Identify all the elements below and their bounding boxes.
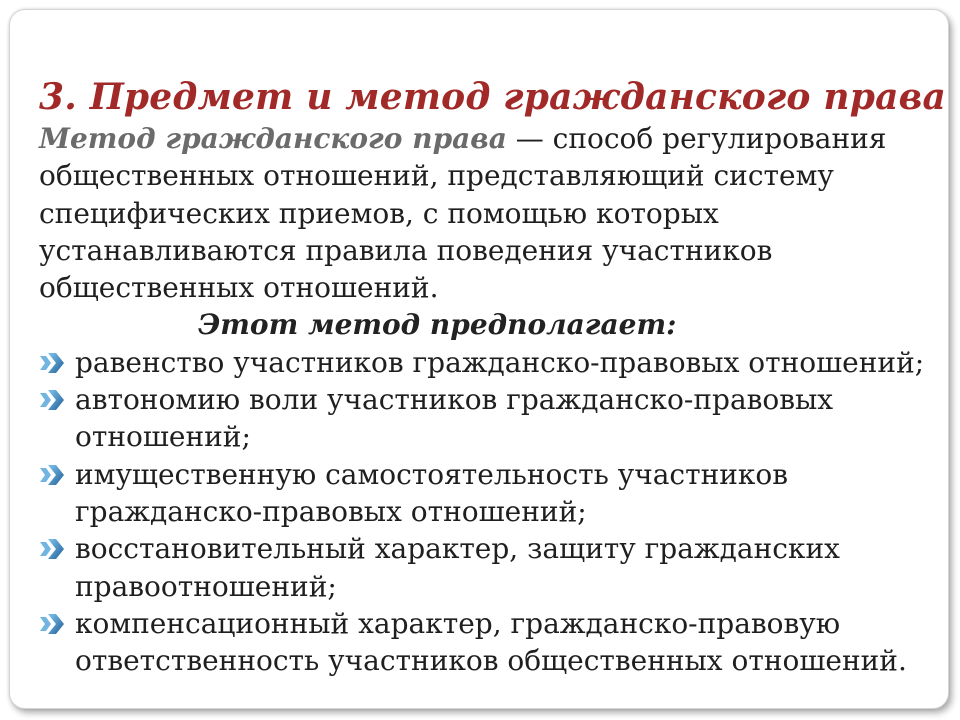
definition-term: Метод гражданского права xyxy=(39,122,507,155)
method-subheading: Этот метод предполагает: xyxy=(198,308,677,342)
definition-line: специфических приемов, с помощью которых xyxy=(39,196,719,230)
list-item-line: отношений; xyxy=(75,420,251,454)
blue-arrow-icon xyxy=(39,611,67,637)
definition-line: устанавливаются правила поведения участников xyxy=(39,233,773,267)
list-item-line: равенство участников гражданско-правовых отношений; xyxy=(75,345,925,379)
list-item-line: восстановительный характер, защиту гражданских xyxy=(75,532,840,566)
list-item-line: имущественную самостоятельность участников xyxy=(75,457,789,491)
list-item xyxy=(39,456,944,531)
blue-arrow-icon xyxy=(39,536,67,562)
slide-frame xyxy=(9,9,949,709)
list-item-line: гражданско-правовых отношений; xyxy=(75,494,587,528)
definition-line: общественных отношений, представляющий систему xyxy=(39,159,834,193)
list-item-line: правоотношений; xyxy=(75,569,337,603)
blue-arrow-icon xyxy=(39,350,67,376)
definition-first-line xyxy=(39,120,944,157)
list-item-line: компенсационный характер, гражданско-правовую xyxy=(75,606,841,640)
definition-line: общественных отношений. xyxy=(39,271,439,305)
blue-arrow-icon xyxy=(39,462,67,488)
list-item-line: автономию воли участников гражданско-правовых xyxy=(75,383,834,417)
list-item xyxy=(39,381,944,456)
list-item xyxy=(39,530,944,605)
method-principles-list xyxy=(39,344,944,680)
list-item-line: ответственность участников общественных отношений. xyxy=(75,644,907,678)
blue-arrow-icon xyxy=(39,387,67,413)
slide-title: 3. Предмет и метод гражданского права xyxy=(39,76,946,118)
list-item xyxy=(39,344,944,381)
definition-dash-text: — способ регулирования xyxy=(506,122,887,155)
slide-content xyxy=(39,120,944,679)
list-item xyxy=(39,605,944,680)
